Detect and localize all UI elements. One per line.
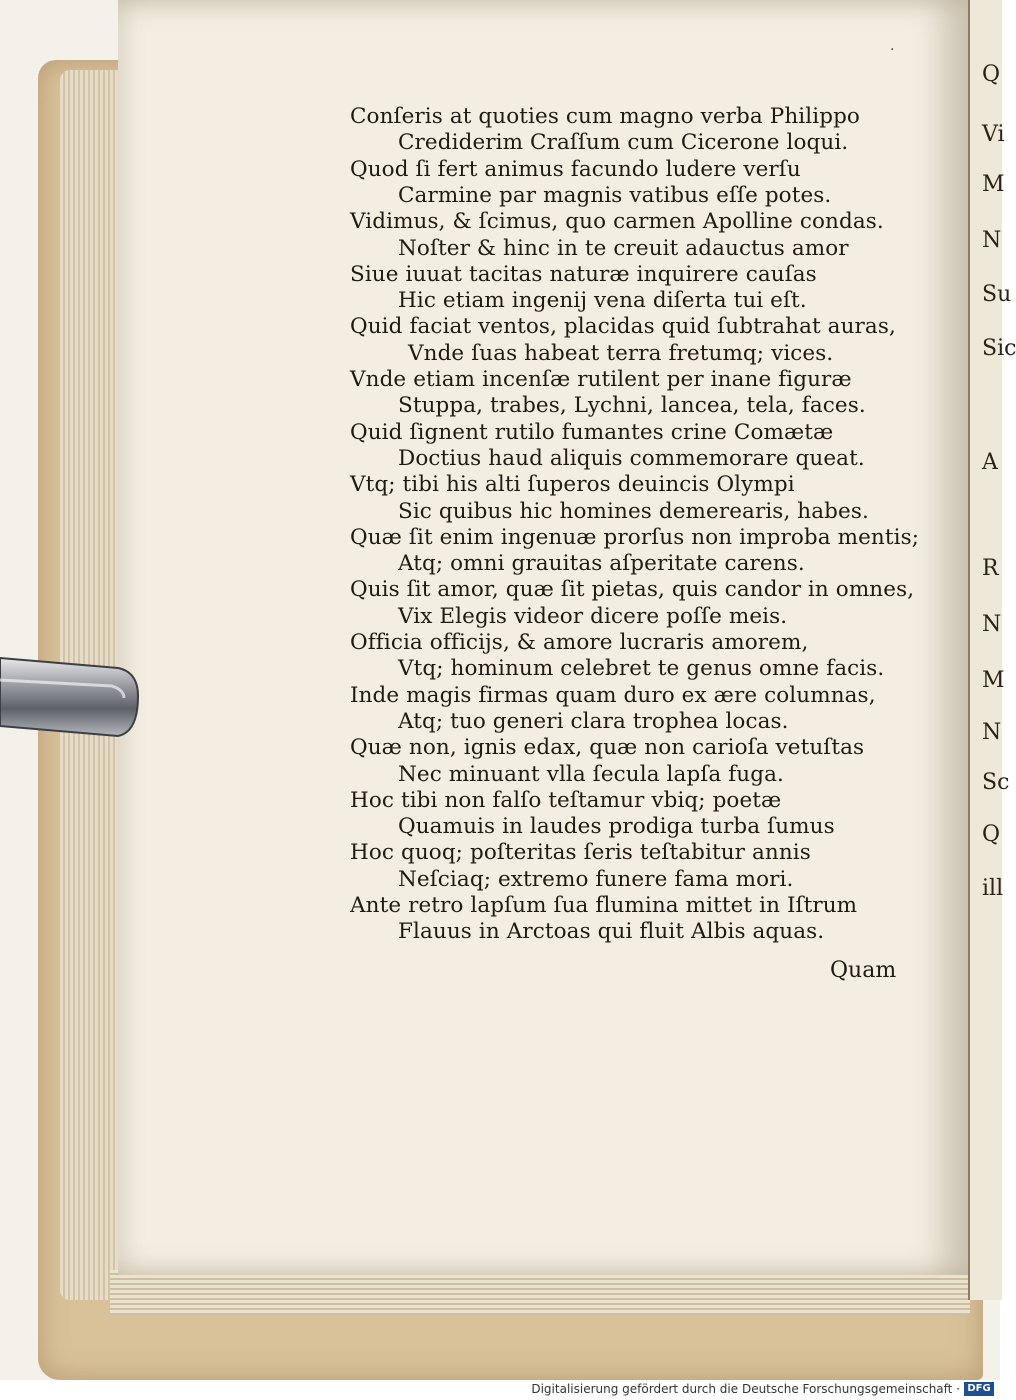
poem-line: Vnde ſuas habeat terra fretumq; vices. [408, 340, 834, 366]
poem-line: Atq; tuo generi clara trophea locas. [398, 708, 789, 734]
poem-line: Vix Elegis videor dicere poſſe meis. [398, 603, 788, 629]
page-edges-bottom [110, 1270, 970, 1315]
facing-page-letter: Sic [982, 336, 1016, 361]
facing-page-letter: A [982, 450, 998, 475]
metal-clip [0, 640, 140, 745]
facing-page-letter: M [982, 668, 1005, 693]
poem-line: Stuppa, trabes, Lychni, lancea, tela, faces. [398, 393, 866, 419]
poem-line: Neſciaq; extremo funere fama mori. [398, 866, 794, 892]
facing-page-letter: Q [982, 822, 1001, 847]
facing-page-edge [968, 0, 1016, 1300]
poem-line: Doctius haud aliquis commemorare queat. [398, 445, 865, 471]
poem-line: Flauus in Arctoas qui fluit Albis aquas. [398, 919, 825, 945]
poem-line: Hoc quoq; poſteritas ſeris teſtabitur annis [350, 840, 811, 866]
facing-page-letter: Sc [982, 770, 1010, 795]
poem-line: Hoc tibi non falſo teſtamur vbiq; poetæ [350, 787, 782, 813]
catchword: Quam [830, 958, 897, 983]
poem-line: Vtq; tibi his alti ſuperos deuincis Olympi [350, 472, 795, 498]
poem-line: Quamuis in laudes prodiga turba ſumus [398, 814, 835, 840]
facing-page-letter: R [982, 556, 999, 581]
poem-line: Vtq; hominum celebret te genus omne facis. [398, 656, 885, 682]
poem-line: Atq; omni grauitas aſperitate carens. [398, 551, 805, 577]
facing-page-letter: ill [982, 876, 1004, 901]
poem-line: Quid ſignent rutilo fumantes crine Comætæ [350, 419, 834, 445]
poem-line: Quæ non, ignis edax, quæ non carioſa vetuſtas [350, 735, 865, 761]
poem-line: Quæ ſit enim ingenuæ prorſus non improba mentis; [350, 524, 920, 550]
poem-line: Vnde etiam incenſæ rutilent per inane figuræ [350, 367, 852, 392]
poem-line: Noſter & hinc in te creuit adauctus amor [398, 235, 849, 261]
poem-line: Quis ſit amor, quæ ſit pietas, quis candor in omnes, [350, 577, 915, 603]
page-mark: · [890, 42, 895, 58]
poem-line: Hic etiam ingenij vena diſerta tui eſt. [398, 288, 807, 314]
footer-credit: Digitalisierung gefördert durch die Deutsche Forschungsgemeinschaft · [531, 1382, 960, 1396]
poem-line: Ante retro lapſum ſua flumina mittet in Iſtrum [350, 893, 858, 918]
poem-line: Quid faciat ventos, placidas quid ſubtrahat auras, [350, 314, 896, 340]
facing-page-letter: Vi [982, 122, 1005, 147]
facing-page-letter: N [982, 720, 1002, 745]
footer-bar [0, 1380, 1000, 1400]
poem-line: Siue iuuat tacitas naturæ inquirere cauſas [350, 261, 817, 287]
dfg-logo: DFG [964, 1382, 994, 1396]
poem-line: Quod ſi fert animus facundo ludere verſu [350, 156, 801, 182]
poem-line: Carmine par magnis vatibus eſſe potes. [398, 182, 832, 208]
facing-page-letter: M [982, 172, 1005, 197]
poem-line: Crediderim Craſſum cum Cicerone loqui. [398, 130, 849, 156]
facing-page-letter: N [982, 228, 1002, 253]
facing-page-letter: Su [982, 282, 1012, 307]
facing-page-letter: N [982, 612, 1002, 637]
facing-page-letter: Q [982, 62, 1001, 87]
poem-line: Conſeris at quoties cum magno verba Philippo [350, 104, 860, 129]
poem-line: Inde magis firmas quam duro ex ære columnas, [350, 682, 876, 708]
poem-line: Nec minuant vlla ſecula lapſa fuga. [398, 761, 784, 787]
poem-line: Officia officijs, & amore lucraris amorem, [350, 630, 809, 655]
poem-line: Vidimus, & ſcimus, quo carmen Apolline condas. [350, 209, 884, 235]
poem-line: Sic quibus hic homines demerearis, habes. [398, 498, 869, 524]
